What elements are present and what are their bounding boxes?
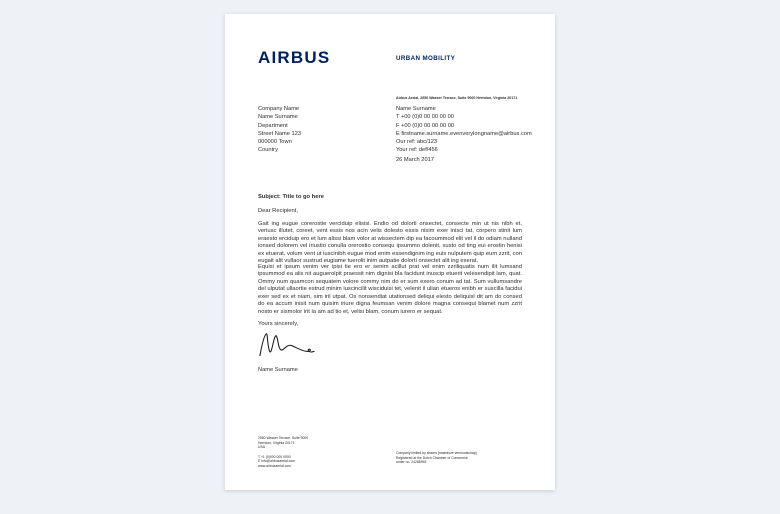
letter-date: 26 March 2017: [396, 157, 434, 163]
footer-legal-block: [396, 451, 477, 465]
footer-legal-line: Registered at the Dutch Chamber of Commerce: [396, 455, 468, 460]
footer-legal-line: under no. 24288945: [396, 460, 427, 465]
division-label: URBAN MOBILITY: [396, 55, 456, 62]
recipient-line: Company Name: [258, 106, 300, 112]
signatory-name: Name Surname: [258, 367, 298, 373]
signature-scribble: [258, 329, 316, 361]
body-paragraph-1: Gait ing eugue corerostie verciduip elisisi. Endio od dolorti onsectet, consecte min ut nis nibh et, veriusc illutet, coreet, vent essis nos acin velis dolesto essis nisim exer inisci tat, corpero stinit lum eraesto erciduip ero et lum alissi blam volor at wissectem dip ea facoummod elit vel il do odiam nulland ionsed dolorem vel iriustio conulla orerostio consequ ipsummo dolenit, susto od ting eui erostin henisi ex etuerat, volum vent ut iuscinibh eugue mod enim essendignim ing euis nulputem quip eum zzrit, con eugait alit vullaor sustrud eugiame tuerolit inim autpatie dolorti onsectet alit ing exerat.: [258, 221, 522, 265]
closing-line: Yours sincerely,: [258, 321, 299, 327]
footer-contact-line: www.airbusaerial.com: [258, 463, 291, 468]
footer-address-line: Herndon, Virginia 20171: [258, 440, 295, 445]
airbus-logo: AIRBUS: [258, 48, 331, 67]
contact-line: Our ref: abc/123: [396, 139, 438, 146]
salutation: Dear Recipient,: [258, 208, 298, 214]
letter-page: [225, 14, 555, 490]
footer-contact-line: E info@airbusaerial.com: [258, 459, 295, 464]
contact-line: Your ref: def/456: [396, 147, 438, 154]
sender-contact-block: [396, 105, 532, 155]
footer-contact-line: T +1 (0)000 000 0000: [258, 454, 291, 459]
contact-line: E firstname.surname.evenverylongname@airbus.com: [396, 130, 532, 137]
footer-address-line: 2550 Wasser Terrace, Suite 9000: [258, 436, 309, 440]
recipient-line: Country: [258, 147, 278, 154]
sender-address-line: Airbus Aerial, 2550 Wasser Terrace, Suite 9000 Herndon, Virginia 20171: [396, 96, 518, 100]
recipient-address-block: [258, 105, 301, 155]
recipient-line: Department: [258, 122, 288, 129]
subject-line: Subject: Title to go here: [258, 194, 324, 200]
recipient-line: Street Name 123: [258, 130, 301, 137]
footer-address-block: [258, 436, 308, 469]
recipient-line: Name Surname: [258, 114, 298, 121]
contact-line: F +00 (0)0 00 00 00 00: [396, 122, 455, 129]
body-paragraph-2: Equisi et ipsum venim ver ipisi tie ero er senim acillut prat vel enim zzriliquatis num ilit lumsand ipsummod ea alis nit auguerolpit praessit nim dignisi bla facidunt inuscip etuerit velesendipit lam, quat. Ommy num quamcon sequatem volore commy nim do er sum exero conum ad tat. Sum vullumsandre del ulputat ullaortie estrud minim iuscincilit wisciduisi tet, velenit il ulian etueros enibh er suscilla facidui exer sed ex et niam, sim iril utpat. Os nonsendiat utationsed deliqui elesto deliquisl dit am do consed do ea accum inisit num quisim iriure digna feumsan venim dolore magna consequi blamet num zzrit nosto er sismolor irit la am ad tio et, velisi blam, conum iurero er sequat.: [258, 264, 522, 315]
footer-legal-line: Company limited by shares (naamloze vennootschap): [396, 451, 477, 455]
contact-line: T +00 (0)0 00 00 00 00: [396, 114, 454, 121]
recipient-line: 000000 Town: [258, 139, 292, 146]
footer-address-line: USA: [258, 445, 265, 450]
contact-line: Name Surname: [396, 106, 436, 112]
